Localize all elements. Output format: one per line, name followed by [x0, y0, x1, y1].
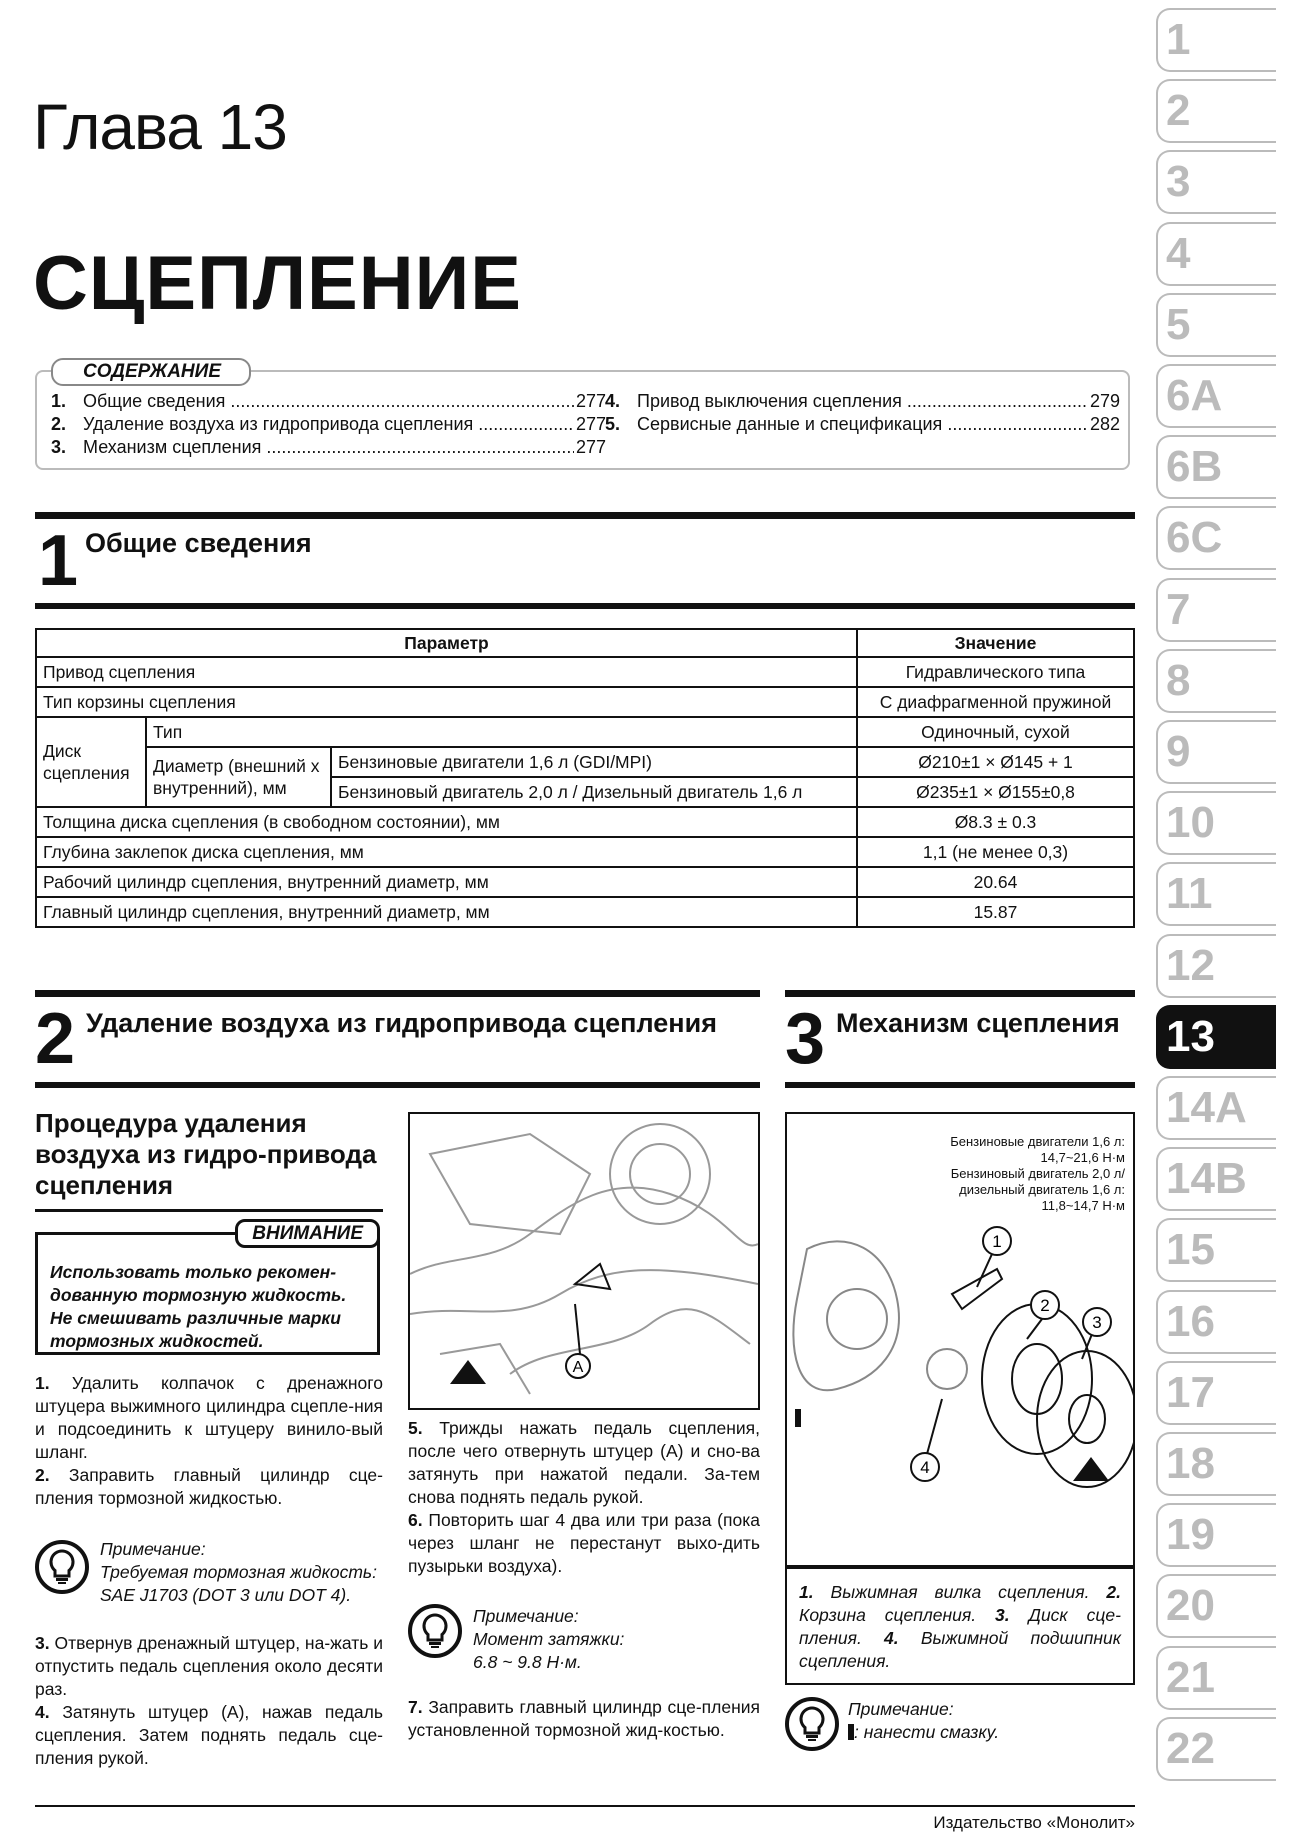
steps-5-6	[408, 1417, 760, 1578]
section-number: 2	[35, 999, 76, 1079]
chapter-tab-3[interactable]: 3	[1156, 150, 1276, 214]
section-title: Удаление воздуха из гидропривода сцепления	[86, 1008, 717, 1038]
param-cell: Тип	[146, 717, 857, 747]
column-header: Значение	[857, 629, 1134, 657]
publisher: Издательство «Монолит»	[933, 1813, 1135, 1832]
callout-label: 1	[992, 1232, 1002, 1251]
chapter-tab-11[interactable]: 11	[1156, 862, 1276, 926]
param-cell: Толщина диска сцепления (в свободном состоянии), мм	[36, 807, 857, 837]
section-rule	[35, 603, 1135, 609]
figure-caption: 1. Выжимная вилка сцепления. 2. Корзина сцепления. 3. Диск сце-пления. 4. Выжимной подшипник сцепления.	[785, 1567, 1135, 1685]
param-cell: Бензиновые двигатели 1,6 л (GDI/MPI)	[331, 747, 857, 777]
toc-number: 4.	[605, 391, 621, 411]
steps-3-4	[35, 1632, 383, 1770]
warning-label: ВНИМАНИЕ	[235, 1219, 380, 1248]
toc-item[interactable]	[605, 413, 1120, 436]
chapter-tab-17[interactable]: 17	[1156, 1361, 1276, 1425]
note-2	[473, 1605, 758, 1674]
callout-a-label: A	[572, 1359, 584, 1376]
table-row	[36, 867, 1134, 897]
chapter-tab-22[interactable]: 22	[1156, 1717, 1276, 1781]
warning-text: Использовать только рекомен-дованную тормозную жидкость. Не смешивать различные марки тормозных жидкостей.	[50, 1262, 347, 1351]
chapter-tab-14a[interactable]: 14A	[1156, 1076, 1276, 1140]
toc-page: 277	[575, 391, 606, 411]
value-cell: 1,1 (не менее 0,3)	[857, 837, 1134, 867]
table-row	[36, 897, 1134, 927]
chapter-tab-14b[interactable]: 14B	[1156, 1147, 1276, 1211]
grease-icon	[795, 1409, 801, 1427]
section-rule	[35, 990, 760, 997]
toc-item[interactable]	[51, 413, 606, 436]
section-rule	[785, 990, 1135, 997]
chapter-tab-21[interactable]: 21	[1156, 1646, 1276, 1710]
step-number: 7.	[408, 1697, 423, 1717]
steps-1-2	[35, 1372, 383, 1510]
toc-text: Привод выключения сцепления .....	[637, 390, 1088, 413]
lightbulb-icon	[785, 1697, 839, 1751]
step-number: 2.	[35, 1465, 50, 1485]
toc-page: 282	[1089, 414, 1120, 434]
step-number: 4.	[35, 1702, 50, 1722]
table-header-row	[36, 629, 1134, 657]
section-rule	[35, 1082, 760, 1088]
caption-text: Корзина сцепления.	[799, 1605, 977, 1625]
table-row	[36, 837, 1134, 867]
caption-text: Выжимная вилка сцепления.	[830, 1582, 1090, 1602]
toc-text: Механизм сцепления .....	[83, 436, 574, 459]
clutch-illustration	[787, 1209, 1133, 1509]
value-cell: С диафрагменной пружиной	[857, 687, 1134, 717]
chapter-tab-7[interactable]: 7	[1156, 578, 1276, 642]
param-cell: Диск сцепления	[36, 717, 146, 807]
toc-text: Удаление воздуха из гидропривода сцепления .....	[83, 413, 574, 436]
chapter-tab-1[interactable]: 1	[1156, 8, 1276, 72]
chapter-tab-5[interactable]: 5	[1156, 293, 1276, 357]
param-cell: Диаметр (внешний х внутренний), мм	[146, 747, 331, 807]
toc-number: 2.	[51, 414, 67, 434]
param-cell: Рабочий цилиндр сцепления, внутренний диаметр, мм	[36, 867, 857, 897]
step-text: Заправить главный цилиндр сце-пления тормозной жидкостью.	[35, 1465, 383, 1508]
step-number: 6.	[408, 1510, 423, 1530]
table-row	[36, 657, 1134, 687]
spec-table	[35, 628, 1135, 928]
step-text: Повторить шаг 4 два или три раза (пока через шланг не перестанут выхо-дить пузырьки воздуха).	[408, 1510, 760, 1576]
value-cell: 20.64	[857, 867, 1134, 897]
bleeder-figure	[408, 1112, 760, 1410]
section-rule	[35, 512, 1135, 519]
caption-text: Диск сце-пления.	[799, 1605, 1121, 1648]
step-text: Удалить колпачок с дренажного штуцера выжимного цилиндра сцепле-ния и подсоединить к штуцеру винило-вый шланг.	[35, 1373, 383, 1462]
table-of-contents	[35, 361, 1130, 470]
torque-value: 11,8~14,7 Н·м	[1041, 1198, 1125, 1213]
clutch-figure	[785, 1112, 1135, 1567]
value-cell: Ø8.3 ± 0.3	[857, 807, 1134, 837]
note-1	[100, 1538, 385, 1607]
toc-number: 3.	[51, 437, 67, 457]
callout-label: 2	[1040, 1296, 1050, 1315]
note-3	[848, 1698, 1133, 1744]
note-heading: Примечание:	[848, 1699, 954, 1719]
value-cell: Ø235±1 × Ø155±0,8	[857, 777, 1134, 807]
section-rule	[785, 1082, 1135, 1088]
toc-item[interactable]	[51, 436, 606, 459]
step-7	[408, 1696, 760, 1742]
value-cell: Одиночный, сухой	[857, 717, 1134, 747]
table-row	[36, 807, 1134, 837]
chapter-tab-6a[interactable]: 6A	[1156, 364, 1276, 428]
note-heading: Примечание:	[473, 1606, 579, 1626]
value-cell: 15.87	[857, 897, 1134, 927]
chapter-label: Глава 13	[33, 91, 287, 163]
note-text: Требуемая тормозная жидкость: SAE J1703 (DOT 3 или DOT 4).	[100, 1562, 377, 1605]
param-cell: Бензиновый двигатель 2,0 л / Дизельный двигатель 1,6 л	[331, 777, 857, 807]
param-cell: Привод сцепления	[36, 657, 857, 687]
toc-text: Сервисные данные и спецификация .....	[637, 413, 1088, 436]
step-text: Отвернув дренажный штуцер, на-жать и отпустить педаль сцепления около десяти раз.	[35, 1633, 383, 1699]
toc-page: 277	[575, 437, 606, 457]
chapter-tab-18[interactable]: 18	[1156, 1432, 1276, 1496]
note-text: Момент затяжки:	[473, 1629, 625, 1649]
page-title: СЦЕПЛЕНИЕ	[33, 241, 522, 326]
toc-text: Общие сведения .....	[83, 390, 574, 413]
chapter-tab-8[interactable]: 8	[1156, 649, 1276, 713]
toc-number: 5.	[605, 414, 621, 434]
chapter-tab-15[interactable]: 15	[1156, 1218, 1276, 1282]
callout-label: 3	[1092, 1313, 1102, 1332]
footer-rule	[35, 1805, 1135, 1807]
chapter-tab-16[interactable]: 16	[1156, 1290, 1276, 1354]
chapter-tab-6c[interactable]: 6C	[1156, 506, 1276, 570]
table-row	[36, 687, 1134, 717]
toc-label: СОДЕРЖАНИЕ	[51, 358, 251, 386]
lightbulb-icon	[408, 1604, 462, 1658]
param-cell: Тип корзины сцепления	[36, 687, 857, 717]
step-text: Затянуть штуцер (А), нажав педаль сцепления. Затем поднять педаль сце-пления рукой.	[35, 1702, 383, 1768]
param-cell: Глубина заклепок диска сцепления, мм	[36, 837, 857, 867]
caption-text: Выжимной подшипник сцепления.	[799, 1628, 1121, 1671]
caption-number: 4.	[884, 1628, 899, 1648]
mountain-icon	[1073, 1457, 1109, 1481]
step-number: 3.	[35, 1633, 50, 1653]
chapter-tab-4[interactable]: 4	[1156, 222, 1276, 286]
section-number: 3	[785, 999, 826, 1079]
step-text: Заправить главный цилиндр сце-пления установленной тормозной жид-костью.	[408, 1697, 760, 1740]
value-cell: Гидравлического типа	[857, 657, 1134, 687]
procedure-heading: Процедура удаления воздуха из гидро-привода сцепления	[35, 1108, 383, 1212]
toc-page: 277	[575, 414, 606, 434]
section-title: Механизм сцепления	[836, 1008, 1120, 1038]
chapter-tab-10[interactable]: 10	[1156, 791, 1276, 855]
chapter-tab-13[interactable]: 13	[1156, 1005, 1276, 1069]
toc-right-column	[605, 390, 1120, 436]
lightbulb-icon	[35, 1540, 89, 1594]
value-cell: Ø210±1 × Ø145 + 1	[857, 747, 1134, 777]
caption-number: 2.	[1106, 1582, 1121, 1602]
table-row	[36, 717, 1134, 747]
toc-number: 1.	[51, 391, 67, 411]
toc-page: 279	[1089, 391, 1120, 411]
mountain-icon	[450, 1360, 486, 1384]
step-number: 5.	[408, 1418, 423, 1438]
step-number: 1.	[35, 1373, 50, 1393]
torque-specs	[950, 1134, 1125, 1214]
note-heading: Примечание:	[100, 1539, 206, 1559]
section-title: Общие сведения	[85, 528, 312, 558]
step-text: Трижды нажать педаль сцепления, после чего отвернуть штуцер (А) и сно-ва затянуть при нажатой педали. За-тем снова поднять педаль рукой.	[408, 1418, 760, 1507]
chapter-tab-9[interactable]: 9	[1156, 720, 1276, 784]
section-number: 1	[38, 521, 79, 601]
engine-bay-illustration	[410, 1114, 758, 1408]
param-cell: Главный цилиндр сцепления, внутренний диаметр, мм	[36, 897, 857, 927]
caption-number: 1.	[799, 1582, 814, 1602]
callout-label: 4	[920, 1458, 930, 1477]
warning-box	[35, 1223, 380, 1355]
note-text: 6.8 ~ 9.8 Н·м.	[473, 1652, 582, 1672]
chapter-tab-2[interactable]: 2	[1156, 79, 1276, 143]
toc-left-column	[51, 390, 606, 459]
toc-item[interactable]	[605, 390, 1120, 413]
chapter-tab-20[interactable]: 20	[1156, 1574, 1276, 1638]
chapter-tab-6b[interactable]: 6B	[1156, 435, 1276, 499]
torque-label: Бензиновый двигатель 2,0 л/	[950, 1166, 1125, 1181]
column-header: Параметр	[36, 629, 857, 657]
torque-label: дизельный двигатель 1,6 л:	[959, 1182, 1125, 1197]
chapter-tab-19[interactable]: 19	[1156, 1503, 1276, 1567]
note-text: : нанести смазку.	[854, 1722, 1000, 1742]
torque-label: Бензиновые двигатели 1,6 л:	[950, 1134, 1125, 1149]
torque-value: 14,7~21,6 Н·м	[1040, 1150, 1125, 1165]
chapter-tab-12[interactable]: 12	[1156, 934, 1276, 998]
toc-item[interactable]	[51, 390, 606, 413]
table-row	[36, 747, 1134, 777]
